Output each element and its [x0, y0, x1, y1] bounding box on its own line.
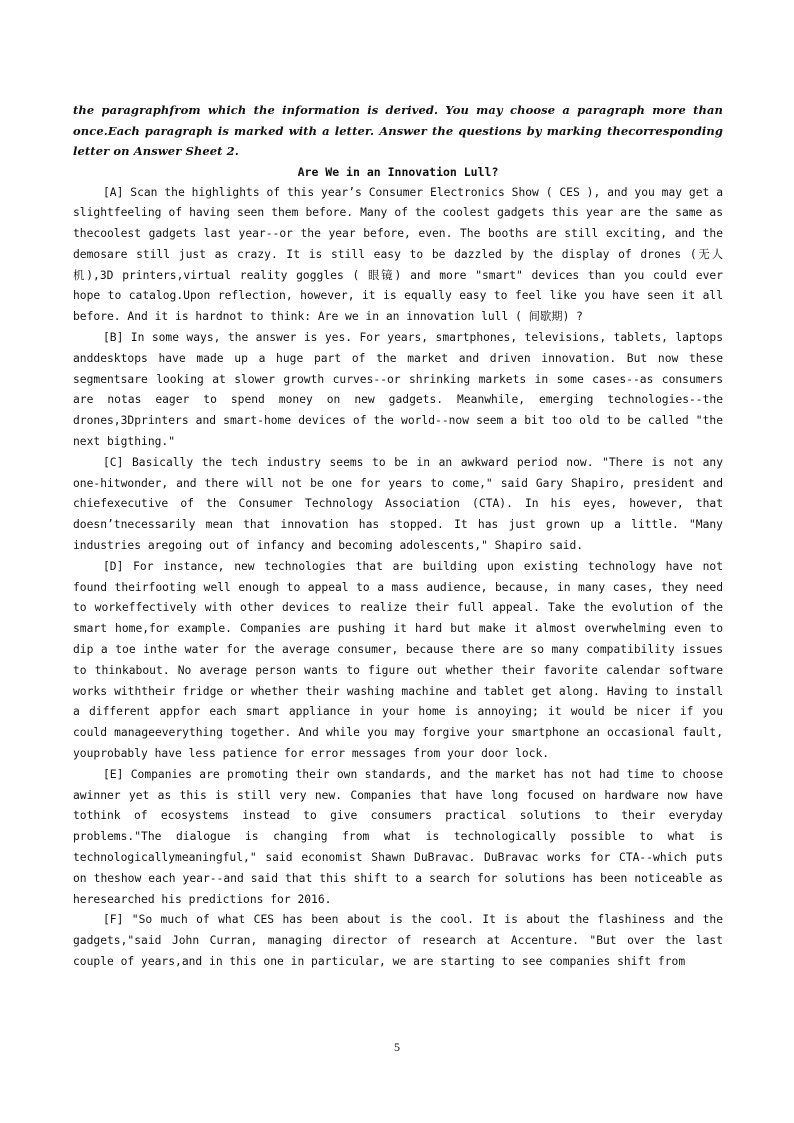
paragraph-d: [D] For instance, new technologies that are building upon existing technology have not found theirfooting well enough to appeal to a mass audience, because, in many cases, they need to workeffectively with other devices to realize their full appeal. Take the evolution of the smart home,for example. Companies are pushing it hard but make it almost overwhelming even to dip a toe inthe water for the average consumer, because there are so many compatibility issues to thinkabout. No average person wants to figure out whether their favorite calendar software works withtheir fridge or whether their washing machine and tablet get along. Having to install a different appfor each smart appliance in your home is annoying; it would be nicer if you could manageeverything together. And while you may forgive your smartphone an occasional fault, youprobably have less patience for error messages from your door lock.	[73, 559, 723, 761]
paragraph-c: [C] Basically the tech industry seems to be in an awkward period now. "There is not any one-hitwonder, and there will not be one for years to come," said Gary Shapiro, president and chiefexecutive of the Consumer Technology Association (CTA). In his eyes, however, that doesn’tnecessarily mean that innovation has stopped. It has just grown up a little. "Many industries aregoing out of infancy and becoming adolescents," Shapiro said.	[73, 455, 723, 553]
paragraph-f: [F] "So much of what CES has been about is the cool. It is about the flashiness and the gadgets,"said John Curran, managing director of research at Accenture. "But over the last couple of years,and in this one in particular, we are starting to see companies shift from	[73, 913, 723, 968]
document-page	[73, 100, 723, 973]
paragraph-b: [B] In some ways, the answer is yes. For years, smartphones, televisions, tablets, laptops anddesktops have made up a huge part of the market and driven innovation. But now these segmentsare looking at slower growth curves--or shrinking markets in some cases--as consumers are notas eager to spend money on new gadgets. Meanwhile, emerging technologies--the drones,3Dprinters and smart-home devices of the world--now seem a bit too old to be called "the next bigthing."	[73, 331, 723, 449]
paragraph-e: [E] Companies are promoting their own standards, and the market has not had time to choose awinner yet as this is still very new. Companies that have long focused on hardware now have tothink of ecosystems instead to give consumers practical solutions to their everyday problems."The dialogue is changing from what is technologically possible to what is technologicallymeaningful," said economist Shawn DuBravac. DuBravac works for CTA--which puts on theshow each year--and said that this shift to a search for solutions has been noticeable as heresearched his predictions for 2016.	[73, 767, 723, 906]
page-number: 5	[394, 1040, 400, 1054]
instructions-text: the paragraphfrom which the information is derived. You may choose a paragraph more than once.Each paragraph is marked with a letter. Answer the questions by marking thecorresponding letter on Answer Sheet 2.	[73, 103, 723, 158]
article-title: Are We in an Innovation Lull?	[297, 164, 499, 179]
paragraph-a: [A] Scan the highlights of this year’s Consumer Electronics Show ( CES ), and you may get a slightfeeling of having seen them before. Many of the coolest gadgets this year are the same as thecoolest gadgets last year--or the year before, even. The booths are still exciting, and the demosare still just as crazy. It is still easy to be dazzled by the display of drones (无人机),3D printers,virtual reality goggles ( 眼镜) and more "smart" devices than you could ever hope to catalog.Upon reflection, however, it is equally easy to feel like you have seen it all before. And it is hardnot to think: Are we in an innovation lull ( 间歇期) ?	[73, 185, 723, 324]
